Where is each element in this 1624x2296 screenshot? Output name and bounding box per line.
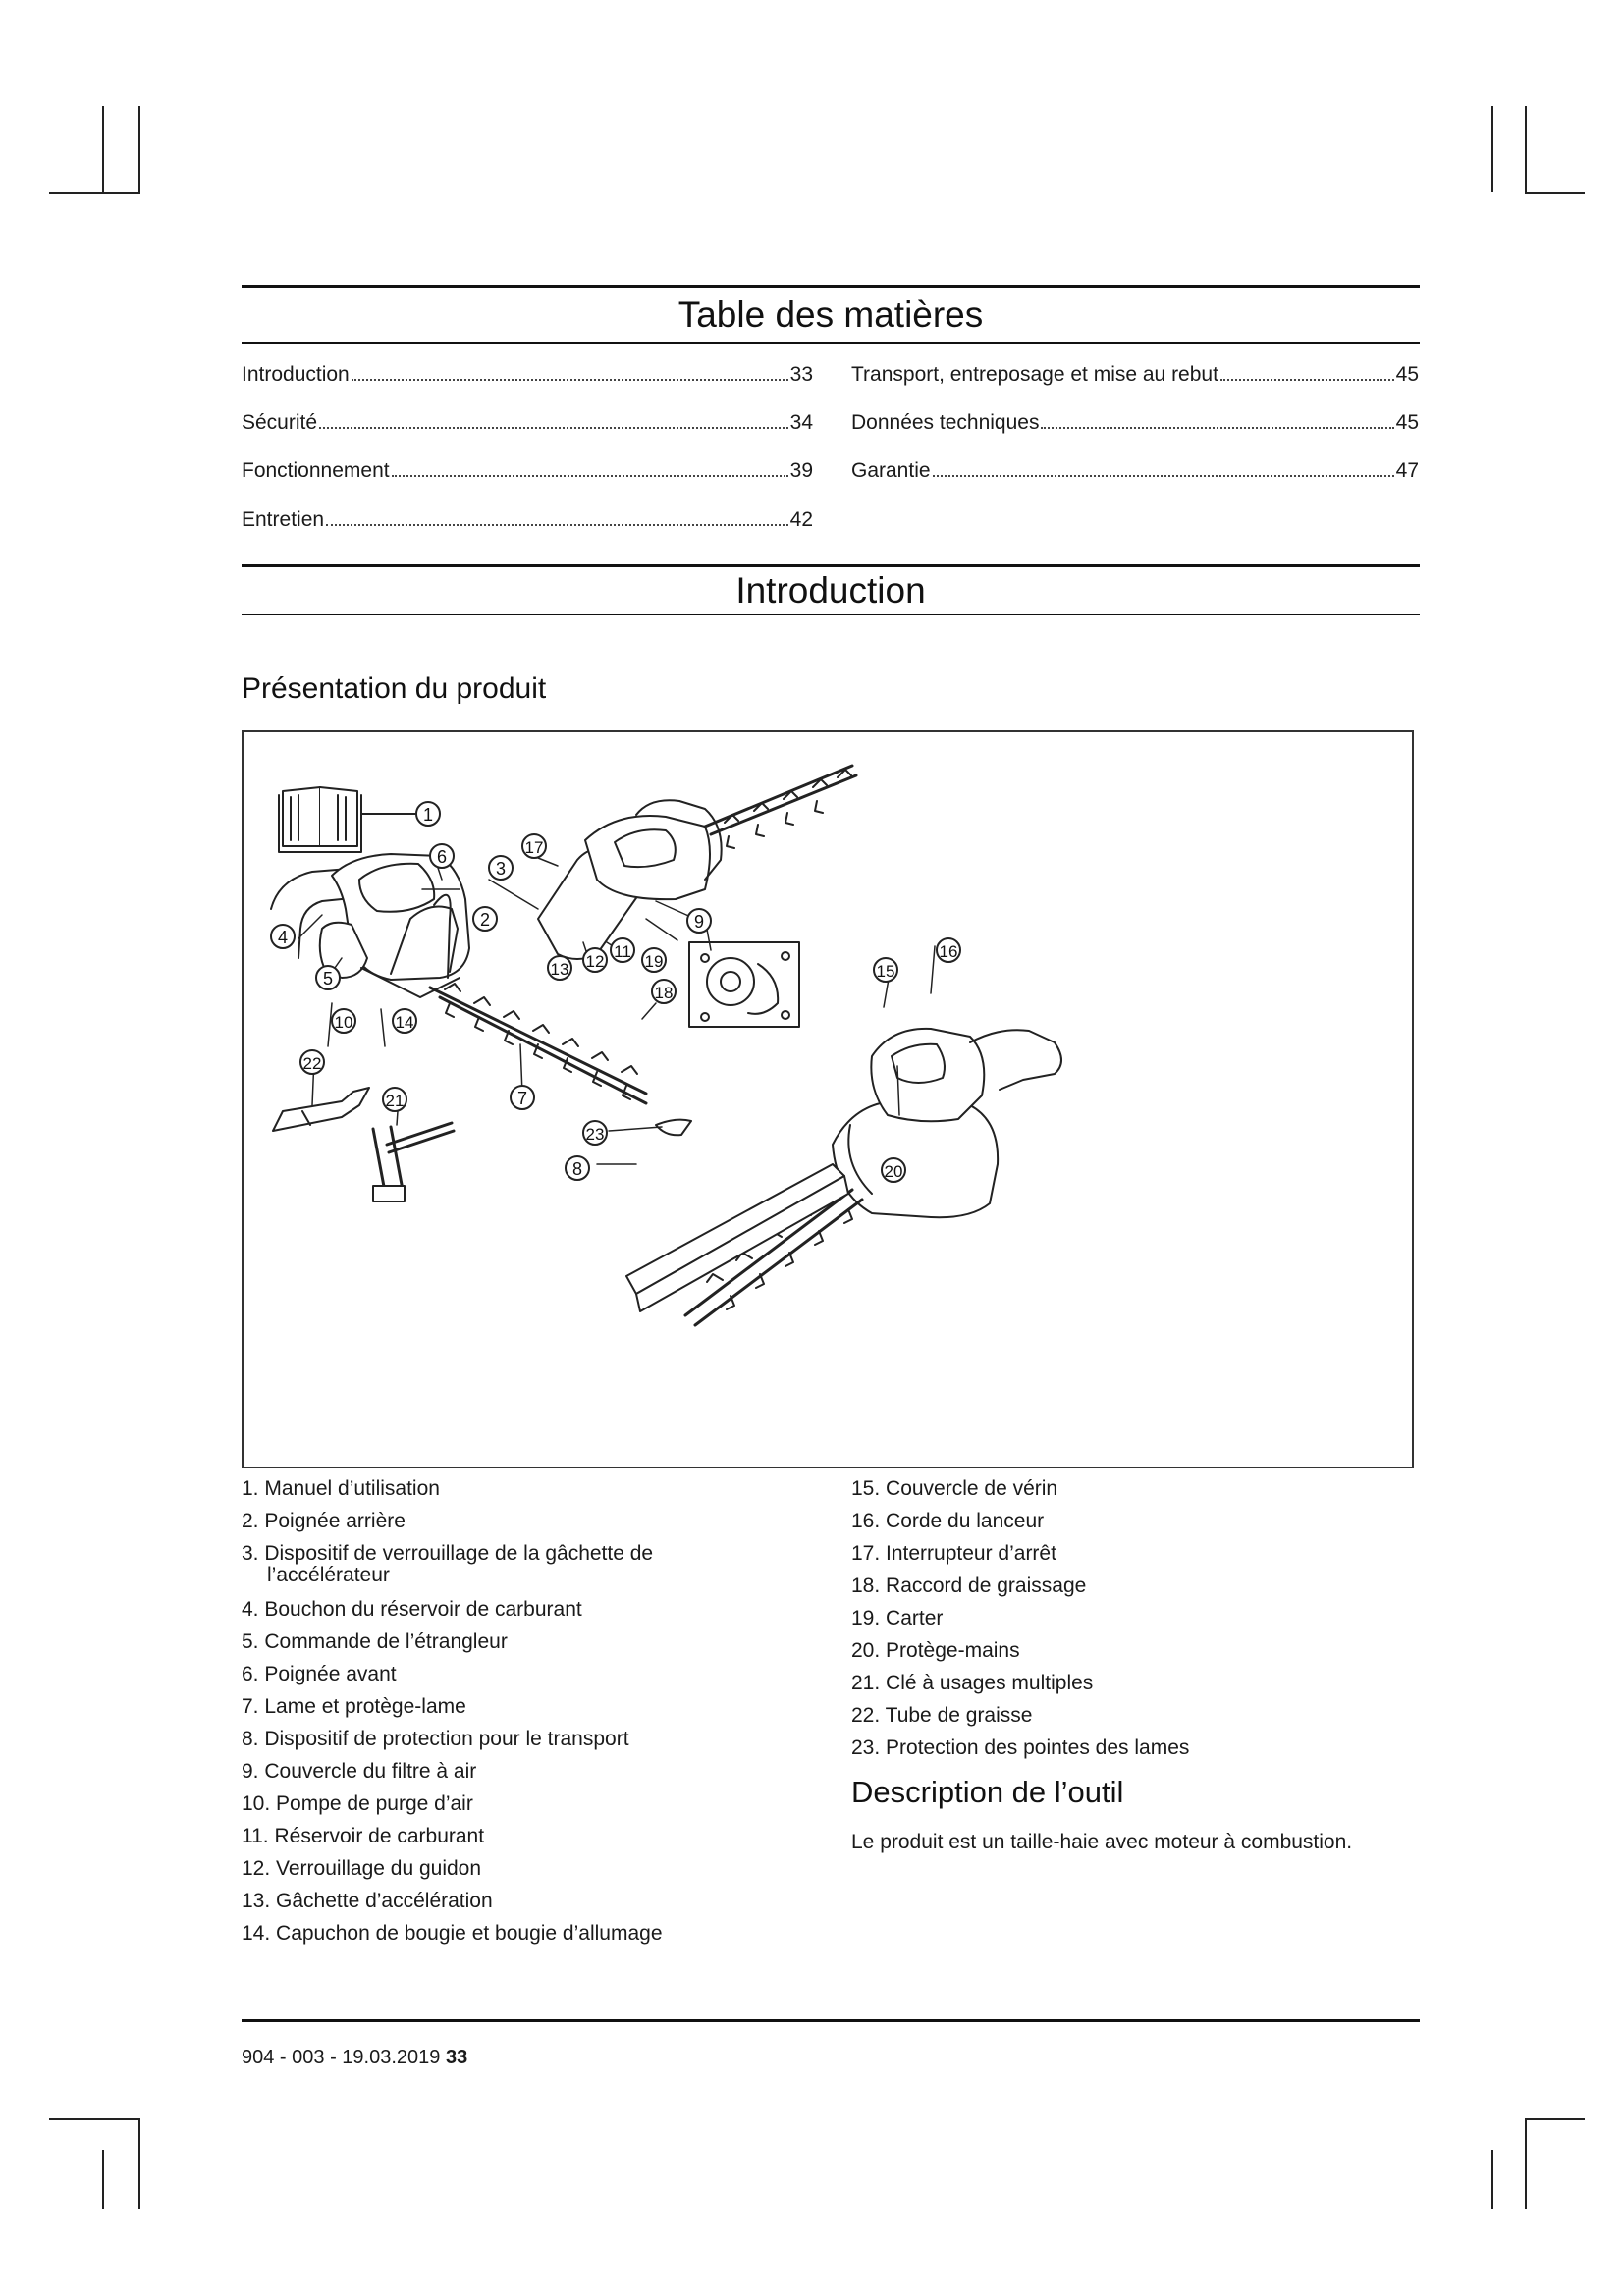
crop-mark-tl-v2 [138, 106, 140, 192]
tool-description-heading: Description de l’outil [851, 1775, 1124, 1809]
toc-leader [319, 427, 788, 429]
toc-item-page: 45 [1395, 363, 1419, 386]
crop-mark-bl-v2 [138, 2118, 140, 2209]
legend-item: 22. Tube de graisse [851, 1704, 1033, 1727]
crop-mark-br-v2 [1525, 2118, 1527, 2209]
product-figure [242, 730, 1414, 1468]
legend-item: 8. Dispositif de protection pour le transport [242, 1728, 629, 1750]
callout-12 [583, 948, 607, 972]
svg-text:8: 8 [571, 1159, 583, 1179]
toc-item-page: 45 [1395, 411, 1419, 434]
toc-item-entretien[interactable] [242, 507, 813, 534]
svg-text:20: 20 [884, 1162, 903, 1181]
svg-text:6: 6 [436, 847, 448, 867]
toc-item-label: Fonctionnement [242, 459, 390, 482]
gearbox-detail-drawing [689, 942, 799, 1027]
toc-item-label: Garantie [851, 459, 931, 482]
toc-item-garantie[interactable] [851, 457, 1419, 485]
crop-mark-tl-h [49, 192, 140, 194]
callout-15 [874, 958, 897, 982]
legend-item: 15. Couvercle de vérin [851, 1477, 1058, 1500]
legend-item: 13. Gâchette d’accélération [242, 1890, 493, 1912]
svg-text:1: 1 [422, 805, 434, 825]
callout-13 [548, 956, 571, 980]
crop-mark-tr-v2 [1525, 106, 1527, 192]
toc-item-page: 47 [1395, 459, 1419, 482]
toc-leader [933, 475, 1394, 477]
svg-text:19: 19 [644, 952, 664, 971]
legend-item: 16. Corde du lanceur [851, 1510, 1045, 1532]
legend-right [851, 1472, 1421, 1764]
legend-item-3-line1: 3. Dispositif de verrouillage de la gâchette de [242, 1542, 654, 1565]
toc-leader [392, 475, 788, 477]
legend-item: 4. Bouchon du réservoir de carburant [242, 1598, 582, 1621]
crop-mark-bl-v1 [102, 2150, 104, 2209]
callout-19 [642, 948, 666, 972]
transport-guard-drawing [626, 1120, 848, 1311]
product-presentation-heading: Présentation du produit [242, 672, 547, 705]
svg-text:23: 23 [585, 1125, 605, 1144]
callout-21 [383, 1088, 406, 1111]
callout-5 [316, 966, 340, 989]
toc-leader [352, 379, 788, 381]
legend-item: 20. Protège-mains [851, 1639, 1020, 1662]
legend-item: 6. Poignée avant [242, 1663, 397, 1685]
svg-text:21: 21 [385, 1092, 405, 1110]
toc-title: Table des matières [677, 294, 984, 335]
crop-mark-br-v1 [1491, 2150, 1493, 2209]
crop-mark-tr-v1 [1491, 106, 1493, 192]
legend-item: 17. Interrupteur d’arrêt [851, 1542, 1056, 1565]
svg-text:16: 16 [939, 942, 958, 961]
callout-7 [511, 1086, 534, 1109]
toc-item-securite[interactable] [242, 409, 813, 437]
svg-text:13: 13 [550, 960, 569, 979]
toc-item-fonctionnement[interactable] [242, 457, 813, 485]
svg-text:18: 18 [654, 984, 674, 1002]
svg-text:11: 11 [614, 942, 631, 961]
legend-item: 7. Lame et protège-lame [242, 1695, 466, 1718]
legend-item-3 [242, 1537, 831, 1587]
tool-description-text: Le produit est un taille-haie avec moteur à combustion. [851, 1831, 1353, 1853]
legend-item: 2. Poignée arrière [242, 1510, 406, 1532]
page-footer [242, 2044, 467, 2071]
toc-item-page: 39 [789, 459, 813, 482]
svg-text:7: 7 [516, 1089, 528, 1108]
multi-tool-drawing [373, 1123, 454, 1201]
svg-text:15: 15 [876, 962, 895, 981]
legend-item: 12. Verrouillage du guidon [242, 1857, 482, 1880]
svg-text:10: 10 [334, 1013, 353, 1032]
callout-16 [937, 938, 960, 962]
toc-bottom-rule [242, 342, 1420, 344]
callout-10 [332, 1009, 355, 1033]
svg-text:14: 14 [395, 1013, 414, 1032]
legend-item: 23. Protection des pointes des lames [851, 1736, 1190, 1759]
toc-item-page: 42 [789, 508, 813, 531]
toc-item-page: 34 [789, 411, 813, 434]
grease-tube-drawing [273, 1088, 369, 1131]
callout-22 [300, 1050, 324, 1074]
callout-14 [393, 1009, 416, 1033]
toc-item-label: Sécurité [242, 411, 318, 434]
callout-2 [473, 907, 497, 931]
callout-6 [430, 844, 454, 868]
callout-18 [652, 980, 676, 1003]
legend-item: 9. Couvercle du filtre à air [242, 1760, 477, 1783]
legend-item: 21. Clé à usages multiples [851, 1672, 1094, 1694]
legend-item: 1. Manuel d’utilisation [242, 1477, 440, 1500]
toc-leader [1041, 427, 1393, 429]
callout-8 [566, 1156, 589, 1180]
callout-9 [687, 909, 711, 933]
callout-4 [271, 925, 295, 948]
toc-item-page: 33 [789, 363, 813, 386]
svg-text:9: 9 [693, 912, 705, 932]
svg-text:2: 2 [479, 910, 491, 930]
svg-text:4: 4 [277, 928, 289, 947]
svg-text:3: 3 [495, 859, 507, 879]
toc-leader [1220, 379, 1394, 381]
toc-item-label: Entretien [242, 508, 325, 531]
toc-item-introduction[interactable] [242, 361, 813, 389]
crop-mark-tr-h [1525, 192, 1585, 194]
legend-left [242, 1472, 831, 1949]
toc-item-donnees[interactable] [851, 409, 1419, 437]
callout-1 [416, 802, 440, 826]
legend-item: 5. Commande de l’étrangleur [242, 1630, 508, 1653]
legend-item: 19. Carter [851, 1607, 944, 1629]
svg-text:12: 12 [585, 952, 605, 971]
callout-3 [489, 856, 513, 880]
legend-item-3-line2: l’accélérateur [267, 1564, 390, 1586]
toc-leader [326, 524, 788, 526]
manual-book-icon [279, 787, 416, 852]
crop-mark-br-h [1525, 2118, 1585, 2120]
legend-item: 10. Pompe de purge d’air [242, 1792, 473, 1815]
toc-item-label: Transport, entreposage et mise au rebut [851, 363, 1218, 386]
callout-20 [882, 1158, 905, 1182]
product-illustration [244, 732, 1412, 1467]
toc-item-label: Données techniques [851, 411, 1040, 434]
crop-mark-bl-h [49, 2118, 140, 2120]
footer-rule [242, 2019, 1420, 2022]
crop-mark-tl-v1 [102, 106, 104, 192]
footer-page-number: 33 [445, 2047, 468, 2068]
legend-item: 11. Réservoir de carburant [242, 1825, 485, 1847]
legend-item: 14. Capuchon de bougie et bougie d’allumage [242, 1922, 663, 1945]
callout-23 [583, 1121, 607, 1145]
chapter-title: Introduction [735, 570, 926, 611]
toc-item-transport[interactable] [851, 361, 1419, 389]
chapter-bottom-rule [242, 614, 1420, 615]
hedge-trimmer-right-drawing [685, 1029, 1061, 1325]
callout-17 [522, 834, 546, 858]
svg-text:22: 22 [302, 1054, 322, 1073]
toc-item-label: Introduction [242, 363, 350, 386]
toc-top-rule [242, 285, 1420, 288]
svg-text:17: 17 [524, 838, 544, 857]
callout-11 [611, 938, 634, 962]
legend-item: 18. Raccord de graissage [851, 1575, 1087, 1597]
svg-text:5: 5 [322, 969, 334, 988]
footer-doc-id: 904 - 003 - 19.03.2019 [242, 2047, 441, 2068]
